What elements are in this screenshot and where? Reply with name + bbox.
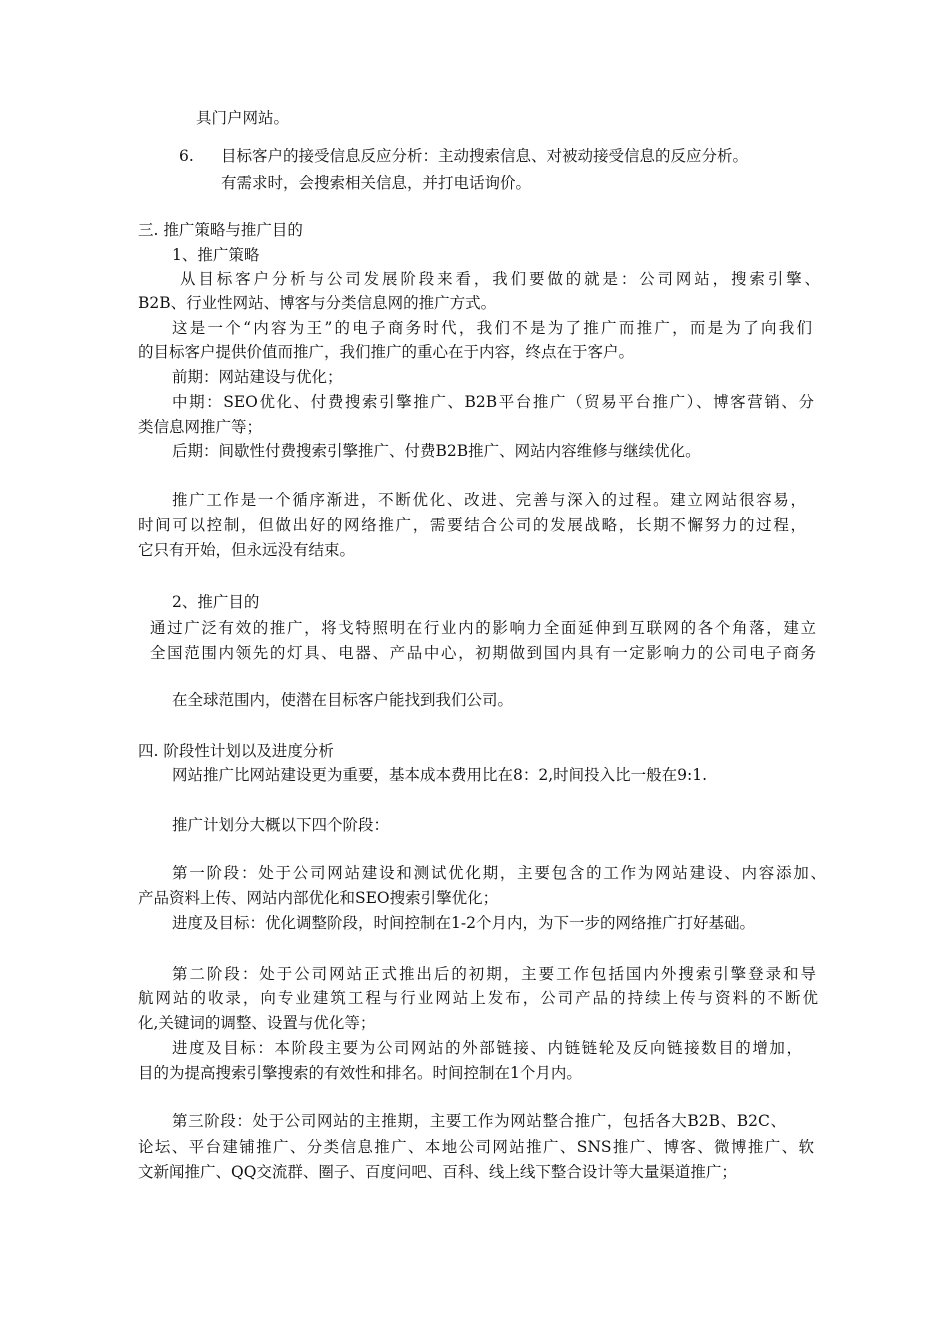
text-line: 进度及目标：优化调整阶段，时间控制在1-2个月内，为下一步的网络推广打好基础。 <box>172 914 755 932</box>
text-line: 类信息网推广等； <box>138 418 263 436</box>
text-line: 目的为提高搜索引擎搜索的有效性和排名。时间控制在1个月内。 <box>138 1064 582 1082</box>
text-line: 通过广泛有效的推广，将戈特照明在行业内的影响力全面延伸到互联网的各个角落，建立 <box>150 619 816 637</box>
text-line: 全国范围内领先的灯具、电器、产品中心，初期做到国内具有一定影响力的公司电子商务 <box>150 644 816 662</box>
text-line: 进度及目标：本阶段主要为公司网站的外部链接、内链链轮及反向链接数目的增加， <box>172 1039 802 1057</box>
subsection-heading: 2、推广目的 <box>172 593 260 611</box>
text-line: 这是一个“内容为王”的电子商务时代，我们不是为了推广而推广，而是为了向我们 <box>172 319 812 337</box>
text-line: 化,关键词的调整、设置与优化等； <box>138 1014 376 1032</box>
text-line: 推广工作是一个循序渐进，不断优化、改进、完善与深入的过程。建立网站很容易， <box>172 491 806 509</box>
text-line: 推广计划分大概以下四个阶段： <box>172 816 390 834</box>
text-line: 第二阶段：处于公司网站正式推出后的初期，主要工作包括国内外搜索引擎登录和导 <box>172 965 816 983</box>
text-line: 航网站的收录，向专业建筑工程与行业网站上发布，公司产品的持续上传与资料的不断优 <box>138 989 818 1007</box>
subsection-heading: 1、推广策略 <box>172 246 260 264</box>
text-line: 的目标客户提供价值而推广，我们推广的重心在于内容，终点在于客户。 <box>138 343 635 361</box>
text-line: 时间可以控制，但做出好的网络推广，需要结合公司的发展战略，长期不懈努力的过程， <box>138 516 806 534</box>
text-line: 在全球范围内，使潜在目标客户能找到我们公司。 <box>172 691 514 709</box>
text-line: 产品资料上传、网站内部优化和SEO搜索引擎优化； <box>138 889 499 907</box>
list-number: 6. <box>179 147 194 165</box>
text-line: 第一阶段：处于公司网站建设和测试优化期，主要包含的工作为网站建设、内容添加、 <box>172 864 826 882</box>
text-line: 论坛、平台建铺推广、分类信息推广、本地公司网站推广、SNS推广、博客、微博推广、软 <box>138 1138 814 1156</box>
text-line: 后期：间歇性付费搜索引擎推广、付费B2B推广、网站内容维修与继续优化。 <box>172 442 701 460</box>
text-line: 网站推广比网站建设更为重要，基本成本费用比在8：2,时间投入比一般在9:1. <box>172 766 708 784</box>
text-line: 从目标客户分析与公司发展阶段来看，我们要做的就是：公司网站，搜索引擎、 <box>180 270 820 288</box>
text-line: 文新闻推广、QQ交流群、圈子、百度问吧、百科、线上线下整合设计等大量渠道推广； <box>138 1163 737 1181</box>
text-line: 第三阶段：处于公司网站的主推期，主要工作为网站整合推广，包括各大B2B、B2C、 <box>172 1112 786 1130</box>
text-line: 前期：网站建设与优化； <box>172 368 343 386</box>
text-line: 目标客户的接受信息反应分析：主动搜索信息、对被动接受信息的反应分析。 <box>221 147 749 165</box>
section-heading: 四. 阶段性计划以及进度分析 <box>138 742 334 760</box>
text-line: 具门户网站。 <box>196 109 290 127</box>
text-line: 有需求时，会搜索相关信息，并打电话询价。 <box>221 174 532 192</box>
section-heading: 三. 推广策略与推广目的 <box>138 221 303 239</box>
text-line: 中期：SEO优化、付费搜索引擎推广、B2B平台推广（贸易平台推广）、博客营销、分 <box>172 393 814 411</box>
text-line: 它只有开始，但永远没有结束。 <box>138 541 356 559</box>
text-line: B2B、行业性网站、博客与分类信息网的推广方式。 <box>138 294 497 312</box>
